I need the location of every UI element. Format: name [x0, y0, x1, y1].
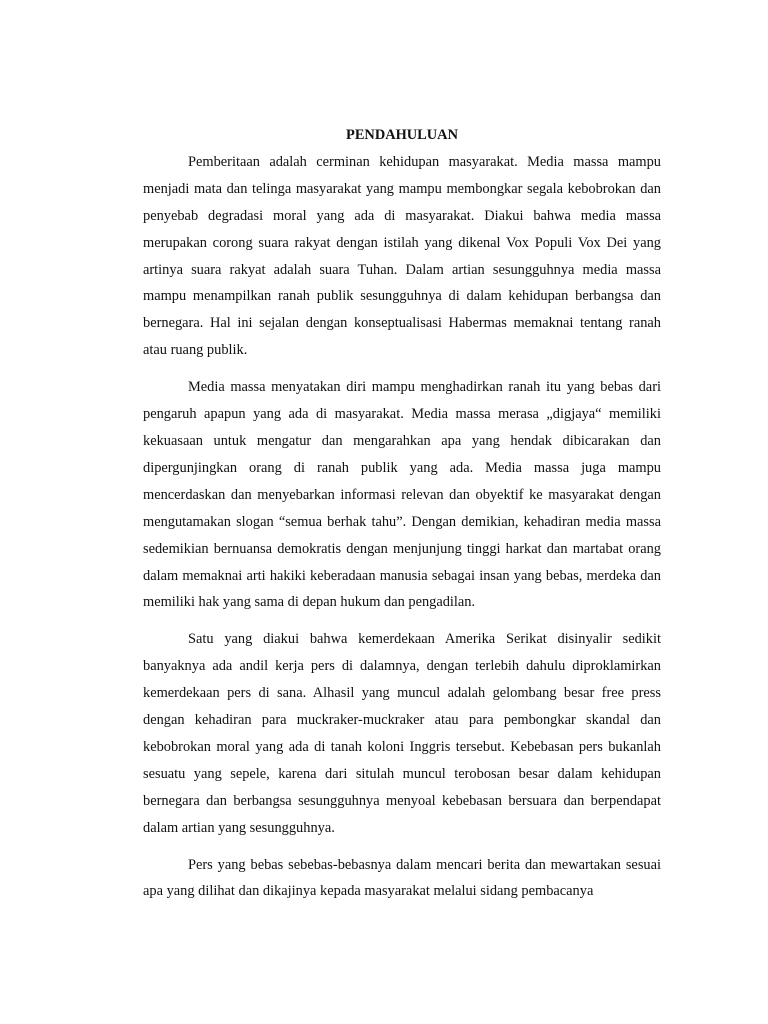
document-page	[143, 122, 661, 905]
paragraph-3: Satu yang diakui bahwa kemerdekaan Amerika Serikat disinyalir sedikit banyaknya ada andil kerja pers di dalamnya, dengan terlebih dahulu diproklamirkan kemerdekaan pers di sana. Alhasil yang muncul adalah gelombang besar free press dengan kehadiran para muckraker-muckraker atau para pembongkar skandal dan kebobrokan moral yang ada di tanah koloni Inggris tersebut. Kebebasan pers bukanlah sesuatu yang sepele, karena dari situlah muncul terobosan besar dalam kehidupan bernegara dan berbangsa sesungguhnya menyoal kebebasan bersuara dan berpendapat dalam artian yang sesungguhnya.	[143, 631, 661, 836]
paragraph-1: Pemberitaan adalah cerminan kehidupan masyarakat. Media massa mampu menjadi mata dan telinga masyarakat yang mampu membongkar segala kebobrokan dan penyebab degradasi moral yang ada di masyarakat. Diakui bahwa media massa merupakan corong suara rakyat dengan istilah yang dikenal Vox Populi Vox Dei yang artinya suara rakyat adalah suara Tuhan. Dalam artian sesungguhnya media massa mampu menampilkan ranah publik sesungguhnya di dalam kehidupan berbangsa dan bernegara. Hal ini sejalan dengan konseptualisasi Habermas memaknai tentang ranah atau ruang publik.	[143, 153, 661, 359]
paragraph-2: Media massa menyatakan diri mampu menghadirkan ranah itu yang bebas dari pengaruh apapun yang ada di masyarakat. Media massa merasa „digjaya“ memiliki kekuasaan untuk mengatur dan mengarahkan apa yang hendak dibicarakan dan dipergunjingkan orang di ranah publik yang ada. Media massa juga mampu mencerdaskan dan menyebarkan informasi relevan dan obyektif ke masyarakat dengan mengutamakan slogan “semua berhak tahu”. Dengan demikian, kehadiran media massa sedemikian bernuansa demokratis dengan menjunjung tinggi harkat dan martabat orang dalam memaknai arti hakiki keberadaan manusia sebagai insan yang bebas, merdeka dan memiliki hak yang sama di depan hukum dan pengadilan.	[143, 379, 661, 611]
document-title: PENDAHULUAN	[346, 127, 458, 143]
paragraph-4: Pers yang bebas sebebas-bebasnya dalam mencari berita dan mewartakan sesuai apa yang dilihat dan dikajinya kepada masyarakat melalui sidang pembacanya	[143, 856, 661, 900]
